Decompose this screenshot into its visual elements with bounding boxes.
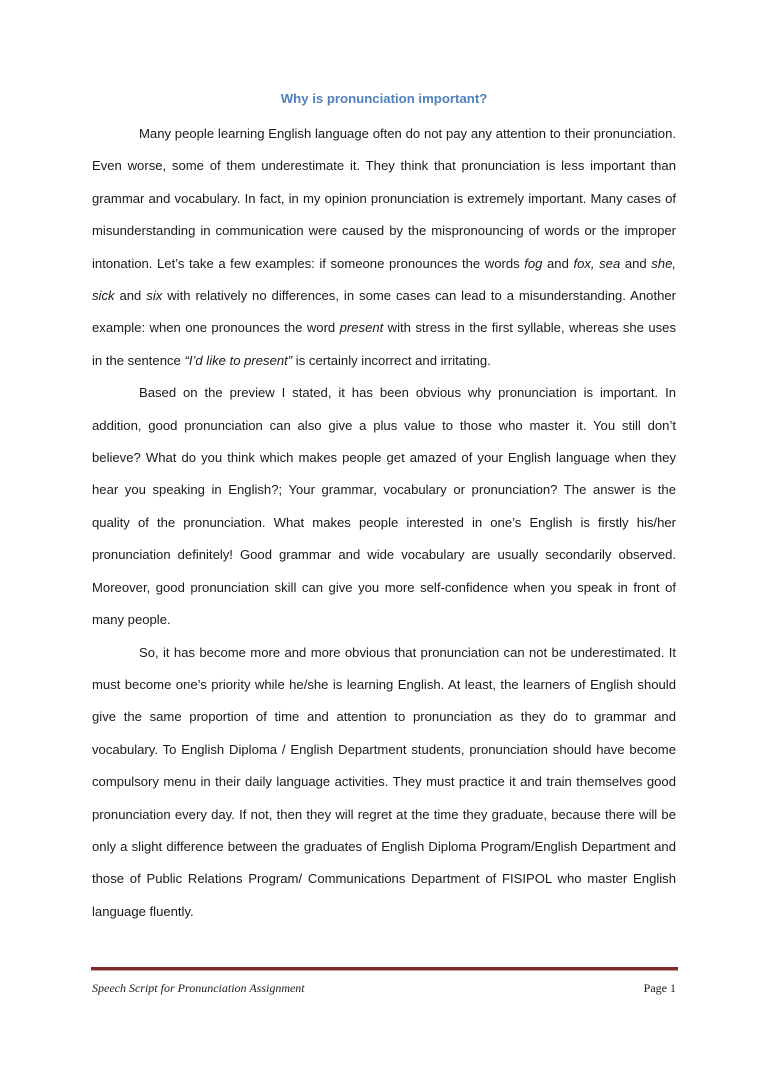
footer-divider (91, 967, 678, 971)
paragraph (92, 118, 676, 377)
text-run: and (542, 255, 574, 271)
text-run: and (620, 255, 652, 271)
document-title: Why is pronunciation important? (280, 91, 488, 106)
text-run: Many people learning English language often do not pay any attention to their pronunciation. Even worse, some of them underestimate it. They think that pronunciation is less important than grammar and vocabulary. In fact, in my opinion pronunciation is extremely important. Many cases of misunderstanding in communication were caused by the mispronouncing of words or the improper intonation. Let’s take a few examples: if someone pronounces the words (92, 126, 676, 271)
paragraph (92, 637, 676, 929)
text-run: is certainly incorrect and irritating. (292, 352, 491, 368)
italic-text: “I’d like to present” (184, 352, 293, 368)
text-run: and (114, 288, 147, 304)
paragraph (92, 377, 676, 636)
footer-left-text: Speech Script for Pronunciation Assignment (92, 981, 305, 995)
text-run: with stress in the first syllable, whereas she uses in the sentence (92, 320, 676, 368)
italic-text: she, sick (92, 255, 676, 304)
page-number: Page 1 (643, 981, 676, 995)
text-run: So, it has become more and more obvious that pronunciation can not be underestimated. It must become one’s priority while he/she is learning English. At least, the learners of English should give the same proportion of time and attention to pronunciation as they do to grammar and vocabulary. To English Diploma / English Department students, pronunciation should have become compulsory menu in their daily language activities. They must practice it and train themselves good pronunciation every day. If not, then they will regret at the time they graduate, because there will be only a slight difference between the graduates of English Diploma Program/English Department and those of Public Relations Program/ Communications Department of FISIPOL who master English language fluently. (92, 644, 676, 919)
italic-text: six (146, 288, 163, 304)
document-body (92, 118, 676, 928)
italic-text: fog (524, 255, 543, 271)
italic-text: fox, sea (573, 255, 621, 271)
text-run: with relatively no differences, in some cases can lead to a misunderstanding. Another example: when one pronounces the word (92, 288, 677, 336)
text-run: Based on the preview I stated, it has been obvious why pronunciation is important. In addition, good pronunciation can also give a plus value to those who master it. You still don’t believe? What do you think which makes people get amazed of your English language when they hear you speaking in English?; Your grammar, vocabulary or pronunciation? The answer is the quality of the pronunciation. What makes people interested in one’s English is firstly his/her pronunciation definitely! Good grammar and wide vocabulary are usually secondarily observed. Moreover, good pronunciation skill can give you more self-confidence when you speak in front of many people. (92, 385, 676, 628)
italic-text: present (339, 320, 384, 336)
